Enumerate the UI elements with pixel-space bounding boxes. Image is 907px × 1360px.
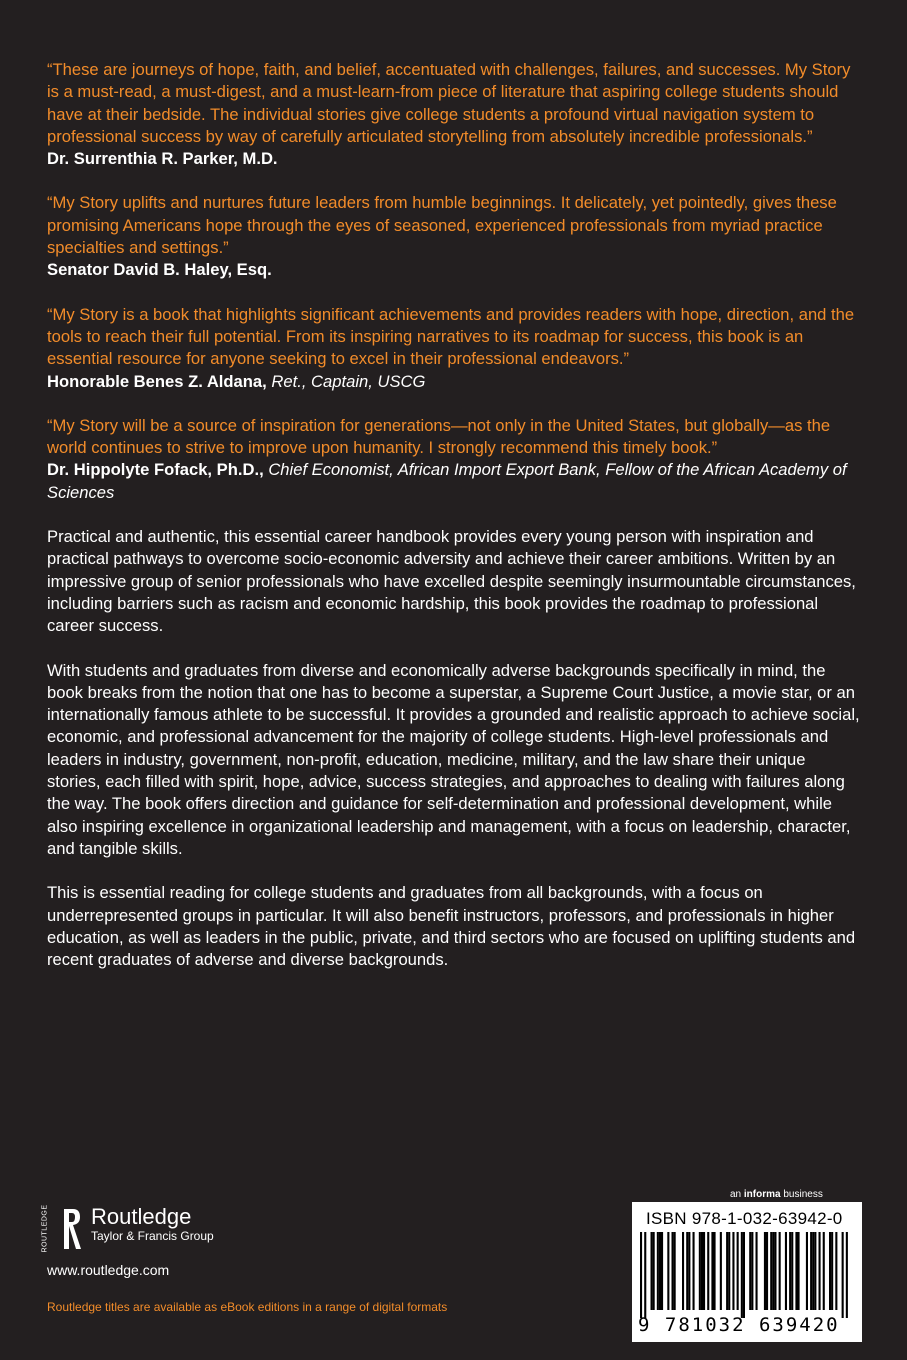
barcode-bar <box>703 1232 705 1310</box>
quote-author <box>47 459 862 504</box>
quote-author <box>47 259 862 281</box>
author-name: Honorable Benes Z. Aldana, <box>47 371 267 391</box>
barcode-bar <box>795 1232 797 1310</box>
barcode-bar <box>798 1232 800 1310</box>
quote-text: “My Story uplifts and nurtures future leaders from humble beginnings. It delicately, yet pointedly, gives these promising Americans hope through the eyes of seasoned, experienced professionals from myriad practice specialties and settings.” <box>47 193 837 258</box>
quote-author <box>47 148 862 170</box>
barcode-bar <box>829 1232 831 1310</box>
quote-author <box>47 371 862 393</box>
barcode-bar <box>806 1232 808 1310</box>
barcode-bar <box>659 1232 661 1310</box>
barcode-bar <box>819 1232 821 1310</box>
barcode-bar <box>823 1232 825 1310</box>
barcode-bar <box>653 1232 655 1310</box>
barcode-bar <box>701 1232 703 1310</box>
author-name: Dr. Hippolyte Fofack, Ph.D., <box>47 460 264 480</box>
barcode-bar <box>749 1232 751 1310</box>
barcode-bar <box>737 1232 739 1310</box>
barcode-bar <box>682 1232 684 1310</box>
quote-text: “My Story is a book that highlights significant achievements and provides readers with hope, direction, and the tools to reach their full potential. From its inspiring narratives to its roadmap for success, this book is an essential resource for anyone seeking to excel in their professional endeavors.” <box>47 304 855 369</box>
ean-digits: 9 781032 639420 <box>638 1314 840 1336</box>
informa-tagline: an informa business <box>730 1189 823 1200</box>
publisher-logo <box>41 1205 214 1259</box>
barcode-bar <box>770 1232 772 1310</box>
barcode-bar <box>756 1232 758 1310</box>
barcode-bar <box>751 1232 753 1310</box>
publisher-name: Routledge <box>91 1204 192 1229</box>
barcode-bar <box>772 1232 774 1310</box>
author-name: Senator David B. Haley, Esq. <box>47 260 272 280</box>
barcode-bar <box>741 1232 743 1318</box>
barcode-bar <box>789 1232 791 1310</box>
barcode-bar <box>686 1232 688 1310</box>
barcode-bar <box>644 1232 646 1318</box>
barcode-bar <box>699 1232 701 1310</box>
barcode-bar <box>835 1232 837 1310</box>
barcode-bar <box>657 1232 659 1310</box>
author-title: Ret., Captain, USCG <box>271 371 426 391</box>
barcode-bar <box>688 1232 690 1310</box>
barcode-bar <box>714 1232 716 1310</box>
barcode-bars <box>640 1232 854 1318</box>
barcode-bar <box>693 1232 695 1310</box>
barcode-bar <box>779 1232 781 1310</box>
quote-text: “My Story will be a source of inspiration for generations—not only in the United States, but globally—as the world continues to strive to improve upon humanity. I strongly recommend this timely book.” <box>47 415 831 458</box>
routledge-r-icon <box>61 1205 83 1253</box>
barcode-bar <box>651 1232 653 1310</box>
barcode-bar <box>707 1232 709 1310</box>
endorsement-quote <box>47 304 862 393</box>
barcode-bar <box>672 1232 674 1310</box>
barcode-bar <box>810 1232 812 1310</box>
quote-text: “These are journeys of hope, faith, and belief, accentuated with challenges, failures, and successes. My Story is a must-read, a must-digest, and a must-learn-from piece of literature that aspiring college students should have at their bedside. The individual stories give college students a profound virtual navigation system to professional success by way of carefully articulated storytelling from absolutely incredible professionals.” <box>47 60 851 146</box>
barcode-bar <box>785 1232 787 1310</box>
endorsement-quote <box>47 192 862 281</box>
description-paragraph: This is essential reading for college students and graduates from all backgrounds, with a focus on underrepresented groups in particular. It will also benefit instructors, professors, and professionals in higher education, as well as leaders in the public, private, and third sectors who are focused on uplifting students and recent graduates of adverse and diverse backgrounds. <box>47 883 856 970</box>
barcode-bar <box>774 1232 776 1310</box>
barcode-bar <box>640 1232 642 1318</box>
author-name: Dr. Surrenthia R. Parker, M.D. <box>47 149 278 169</box>
isbn-label: ISBN 978-1-032-63942-0 <box>646 1209 843 1228</box>
barcode-bar <box>661 1232 663 1310</box>
barcode-bar <box>674 1232 676 1310</box>
barcode-bar <box>812 1232 814 1310</box>
barcode-bar <box>764 1232 766 1310</box>
barcode-bar <box>791 1232 793 1310</box>
endorsement-quote <box>47 59 862 170</box>
author-title: Chief Economist, African Import Export Bank, Fellow of the African Academy of Sciences <box>47 460 847 502</box>
barcode-bar <box>814 1232 816 1310</box>
barcode-bar <box>720 1232 722 1310</box>
barcode-bar <box>726 1232 728 1310</box>
barcode-bar <box>831 1232 833 1310</box>
description-paragraph: With students and graduates from diverse and economically adverse backgrounds specifically in mind, the book breaks from the notion that one has to become a superstar, a Supreme Court Justice, a movie star, or an internationally famous athlete to be successful. It provides a grounded and realistic approach to achieve social, economic, and professional advancement for the majority of college students. High-level professionals and leaders in industry, government, non-profit, education, medicine, military, and the law share their unique stories, each filled with spirit, hope, advice, success strategies, and approaches to dealing with failures along the way. The book offers direction and guidance for self-determination and professional development, while also inspiring excellence in organizational leadership and management, with a focus on leadership, character, and tangible skills. <box>47 660 860 858</box>
back-cover-content <box>47 59 862 993</box>
book-description <box>47 526 862 971</box>
barcode-bar <box>711 1232 713 1310</box>
description-paragraph: Practical and authentic, this essential career handbook provides every young person with inspiration and practical pathways to overcome socio-economic adversity and achieve their career ambitions. Written by an impressive group of senior professionals who have excelled despite seemingly insurmountable circumstances, including barriers such as racism and economic hardship, this book provides the roadmap to professional career success. <box>47 527 856 636</box>
ebook-note: Routledge titles are available as eBook editions in a range of digital formats <box>47 1300 448 1314</box>
barcode-bar <box>842 1232 844 1318</box>
publisher-group: Taylor & Francis Group <box>91 1229 214 1243</box>
barcode-bar <box>846 1232 848 1318</box>
barcode-bar <box>728 1232 730 1310</box>
barcode-bar <box>743 1232 745 1318</box>
endorsement-quote <box>47 415 862 504</box>
barcode-bar <box>667 1232 669 1310</box>
logo-vertical-text: ROUTLEDGE <box>41 1204 49 1253</box>
barcode-bar <box>766 1232 768 1310</box>
barcode-bar <box>732 1232 734 1310</box>
publisher-website: www.routledge.com <box>47 1262 170 1278</box>
isbn-barcode <box>632 1202 862 1342</box>
